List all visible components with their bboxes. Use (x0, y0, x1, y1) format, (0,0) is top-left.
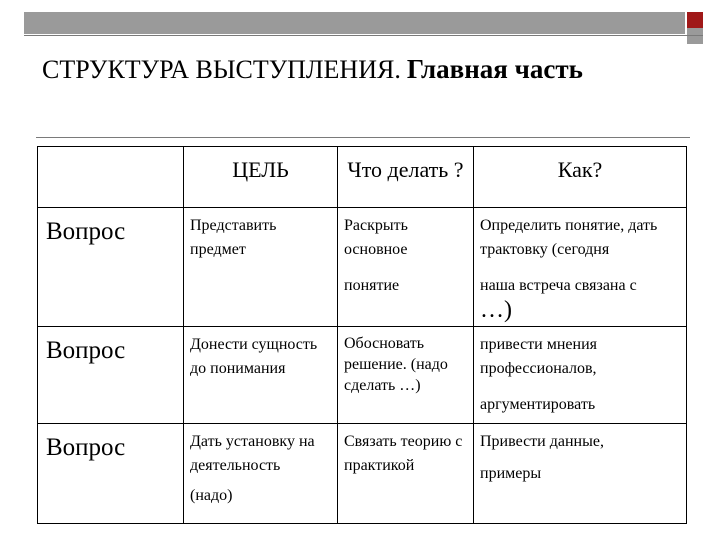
cell-how (474, 424, 687, 524)
row-label: Вопрос (38, 208, 184, 327)
cell-how (474, 327, 687, 424)
cell-what: Обосновать решение. (надо сделать …) (338, 327, 474, 424)
table-header-row (38, 147, 687, 208)
table-row (38, 208, 687, 327)
cell-how (474, 208, 687, 327)
title-part-1: СТРУКТУРА ВЫСТУПЛЕНИЯ. (42, 55, 401, 84)
cell-what-line: Раскрыть основное (344, 217, 408, 258)
cell-goal: Представить предмет (184, 208, 338, 327)
cell-goal (184, 424, 338, 524)
cell-what: Связать теорию с практикой (338, 424, 474, 524)
top-bar (24, 12, 685, 34)
cell-how-line: Привести данные, (480, 433, 604, 450)
header-how: Как? (474, 147, 687, 208)
cell-how-line: …) (480, 297, 512, 323)
header-goal: ЦЕЛЬ (184, 147, 338, 208)
cell-how-line: привести мнения профессионалов, (480, 336, 598, 377)
cell-how-line: примеры (480, 465, 542, 482)
corner-accent-gray (687, 28, 703, 44)
cell-goal-line: Дать установку на деятельность (190, 433, 315, 474)
row-label: Вопрос (38, 424, 184, 524)
title-rule (36, 137, 690, 138)
slide-title (42, 54, 583, 85)
corner-accent-red (687, 12, 703, 28)
cell-what-line: понятие (344, 277, 400, 294)
title-part-2: Главная часть (406, 54, 583, 84)
cell-how-line: наша встреча связана с (480, 277, 637, 294)
top-divider (24, 35, 703, 36)
cell-how-line: Определить понятие, дать трактовку (сегодня (480, 217, 658, 258)
table-row (38, 327, 687, 424)
cell-how-line: аргументировать (480, 396, 596, 413)
header-what: Что делать ? (338, 147, 474, 208)
cell-goal-line: (надо) (190, 487, 233, 504)
cell-goal: Донести сущность до понимания (184, 327, 338, 424)
structure-table (37, 146, 687, 524)
cell-what (338, 208, 474, 327)
header-empty (38, 147, 184, 208)
row-label: Вопрос (38, 327, 184, 424)
table-row (38, 424, 687, 524)
